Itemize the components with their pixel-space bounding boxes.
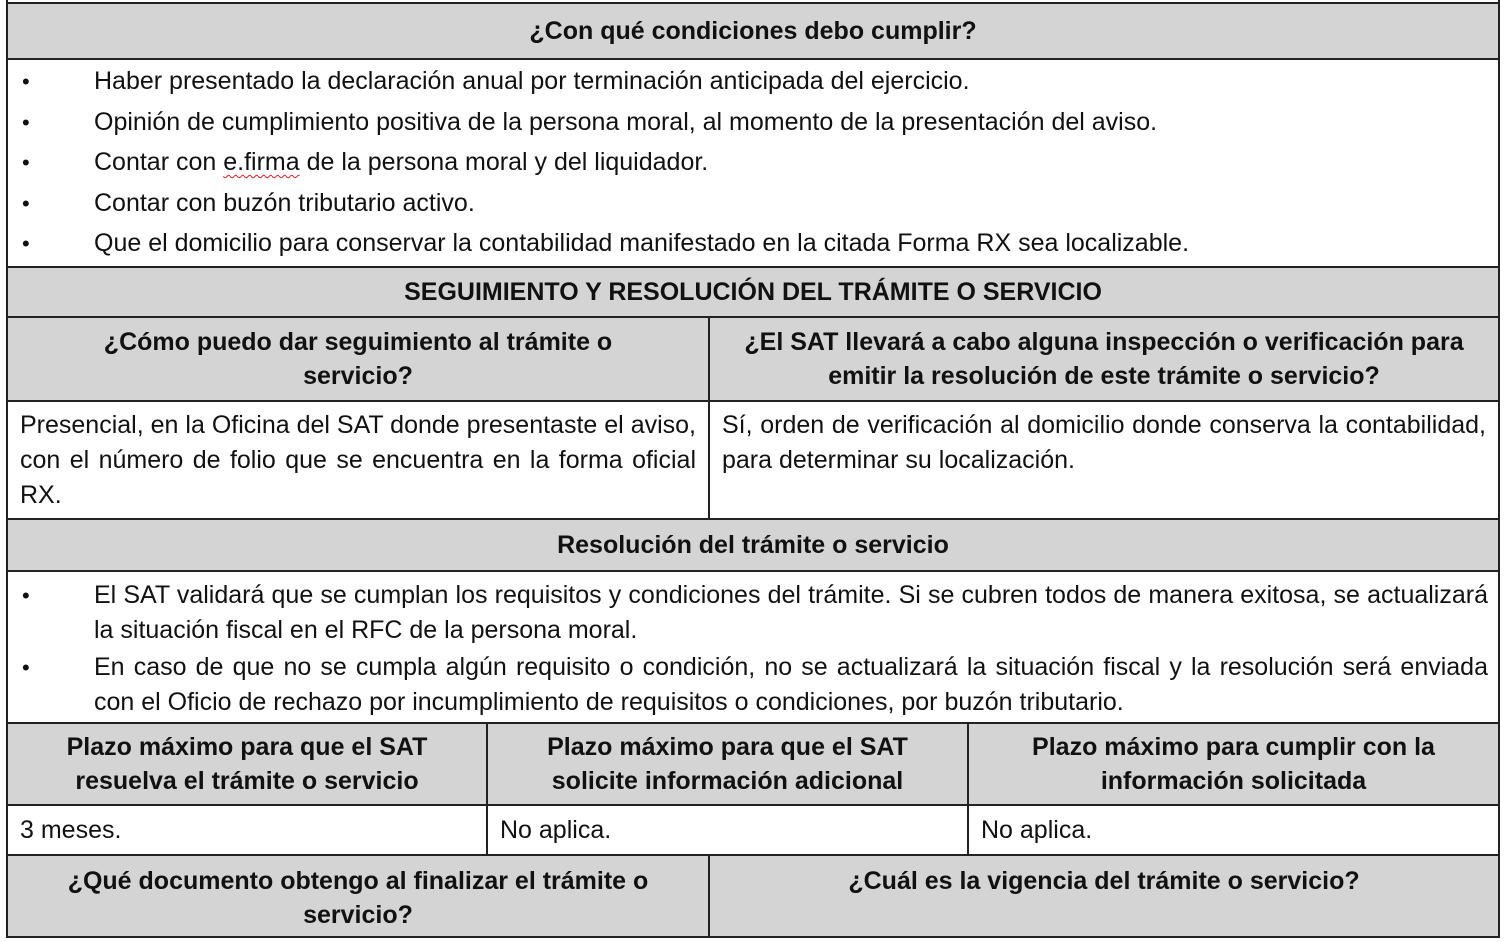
inspection-answer: Sí, orden de verificación al domicilio donde conserva la contabilidad, para determinar su localización. xyxy=(708,402,1498,518)
document-question: ¿Qué documento obtengo al finalizar el trámite o servicio? xyxy=(67,867,649,929)
condition-text xyxy=(94,145,1488,180)
conditions-list xyxy=(6,58,1500,266)
deadline-value: No aplica. xyxy=(967,806,1498,854)
deadline-header: Plazo máximo para que el SAT solicite información adicional xyxy=(486,724,967,804)
condition-text-post: de la persona moral y del liquidador. xyxy=(299,148,709,176)
deadline-header: Plazo máximo para cumplir con la información solicitada xyxy=(967,724,1498,804)
resolution-text: El SAT validará que se cumplan los requisitos y condiciones del trámite. Si se cubren todos de manera exitosa, se actualizará la situación fiscal en el RFC de la persona moral. xyxy=(94,581,1488,644)
section-title: SEGUIMIENTO Y RESOLUCIÓN DEL TRÁMITE O SERVICIO xyxy=(6,266,1500,316)
deadlines-value-row xyxy=(6,804,1500,854)
bullet-icon: • xyxy=(22,110,30,135)
condition-text: Haber presentado la declaración anual por terminación anticipada del ejercicio. xyxy=(94,67,970,95)
deadlines-header-row xyxy=(6,722,1500,804)
resolution-heading: Resolución del trámite o servicio xyxy=(6,518,1500,570)
resolution-text: En caso de que no se cumpla algún requisito o condición, no se actualizará la situación fiscal y la resolución será enviada con el Oficio de rechazo por incumplimiento de requisitos o condiciones, por buzón tributario. xyxy=(94,653,1488,716)
bullet-icon: • xyxy=(22,231,30,256)
deadline-header: Plazo máximo para que el SAT resuelva el trámite o servicio xyxy=(66,733,428,795)
condition-text-pre: Contar con xyxy=(94,148,224,176)
followup-question: ¿Cómo puedo dar seguimiento al trámite o servicio? xyxy=(103,328,613,390)
inspection-question: ¿El SAT llevará a cabo alguna inspección o verificación para emitir la resolución de este trámite o servicio? xyxy=(708,318,1498,400)
spellcheck-flagged-word: e.firma xyxy=(223,148,300,176)
bullet-icon: • xyxy=(22,150,30,175)
bullet-icon: • xyxy=(22,69,30,94)
deadline-value: No aplica. xyxy=(486,806,967,854)
bullet-icon: • xyxy=(22,583,30,608)
condition-text: Opinión de cumplimiento positiva de la persona moral, al momento de la presentación del aviso. xyxy=(94,108,1158,136)
deadline-value: 3 meses. xyxy=(20,815,122,844)
followup-answers-row xyxy=(6,400,1500,518)
followup-questions-row xyxy=(6,316,1500,400)
followup-answer: Presencial, en la Oficina del SAT donde presentaste el aviso, con el número de folio que se encuentra en la forma oficial RX. xyxy=(20,411,696,509)
condition-text: Que el domicilio para conservar la contabilidad manifestado en la citada Forma RX sea localizable. xyxy=(94,229,1190,257)
condition-text: Contar con buzón tributario activo. xyxy=(94,189,475,217)
final-questions-row xyxy=(6,854,1500,938)
validity-question: ¿Cuál es la vigencia del trámite o servicio? xyxy=(708,856,1498,936)
bullet-icon: • xyxy=(22,191,30,216)
conditions-heading: ¿Con qué condiciones debo cumplir? xyxy=(6,4,1500,58)
resolution-list xyxy=(6,570,1500,722)
bullet-icon: • xyxy=(22,655,30,680)
